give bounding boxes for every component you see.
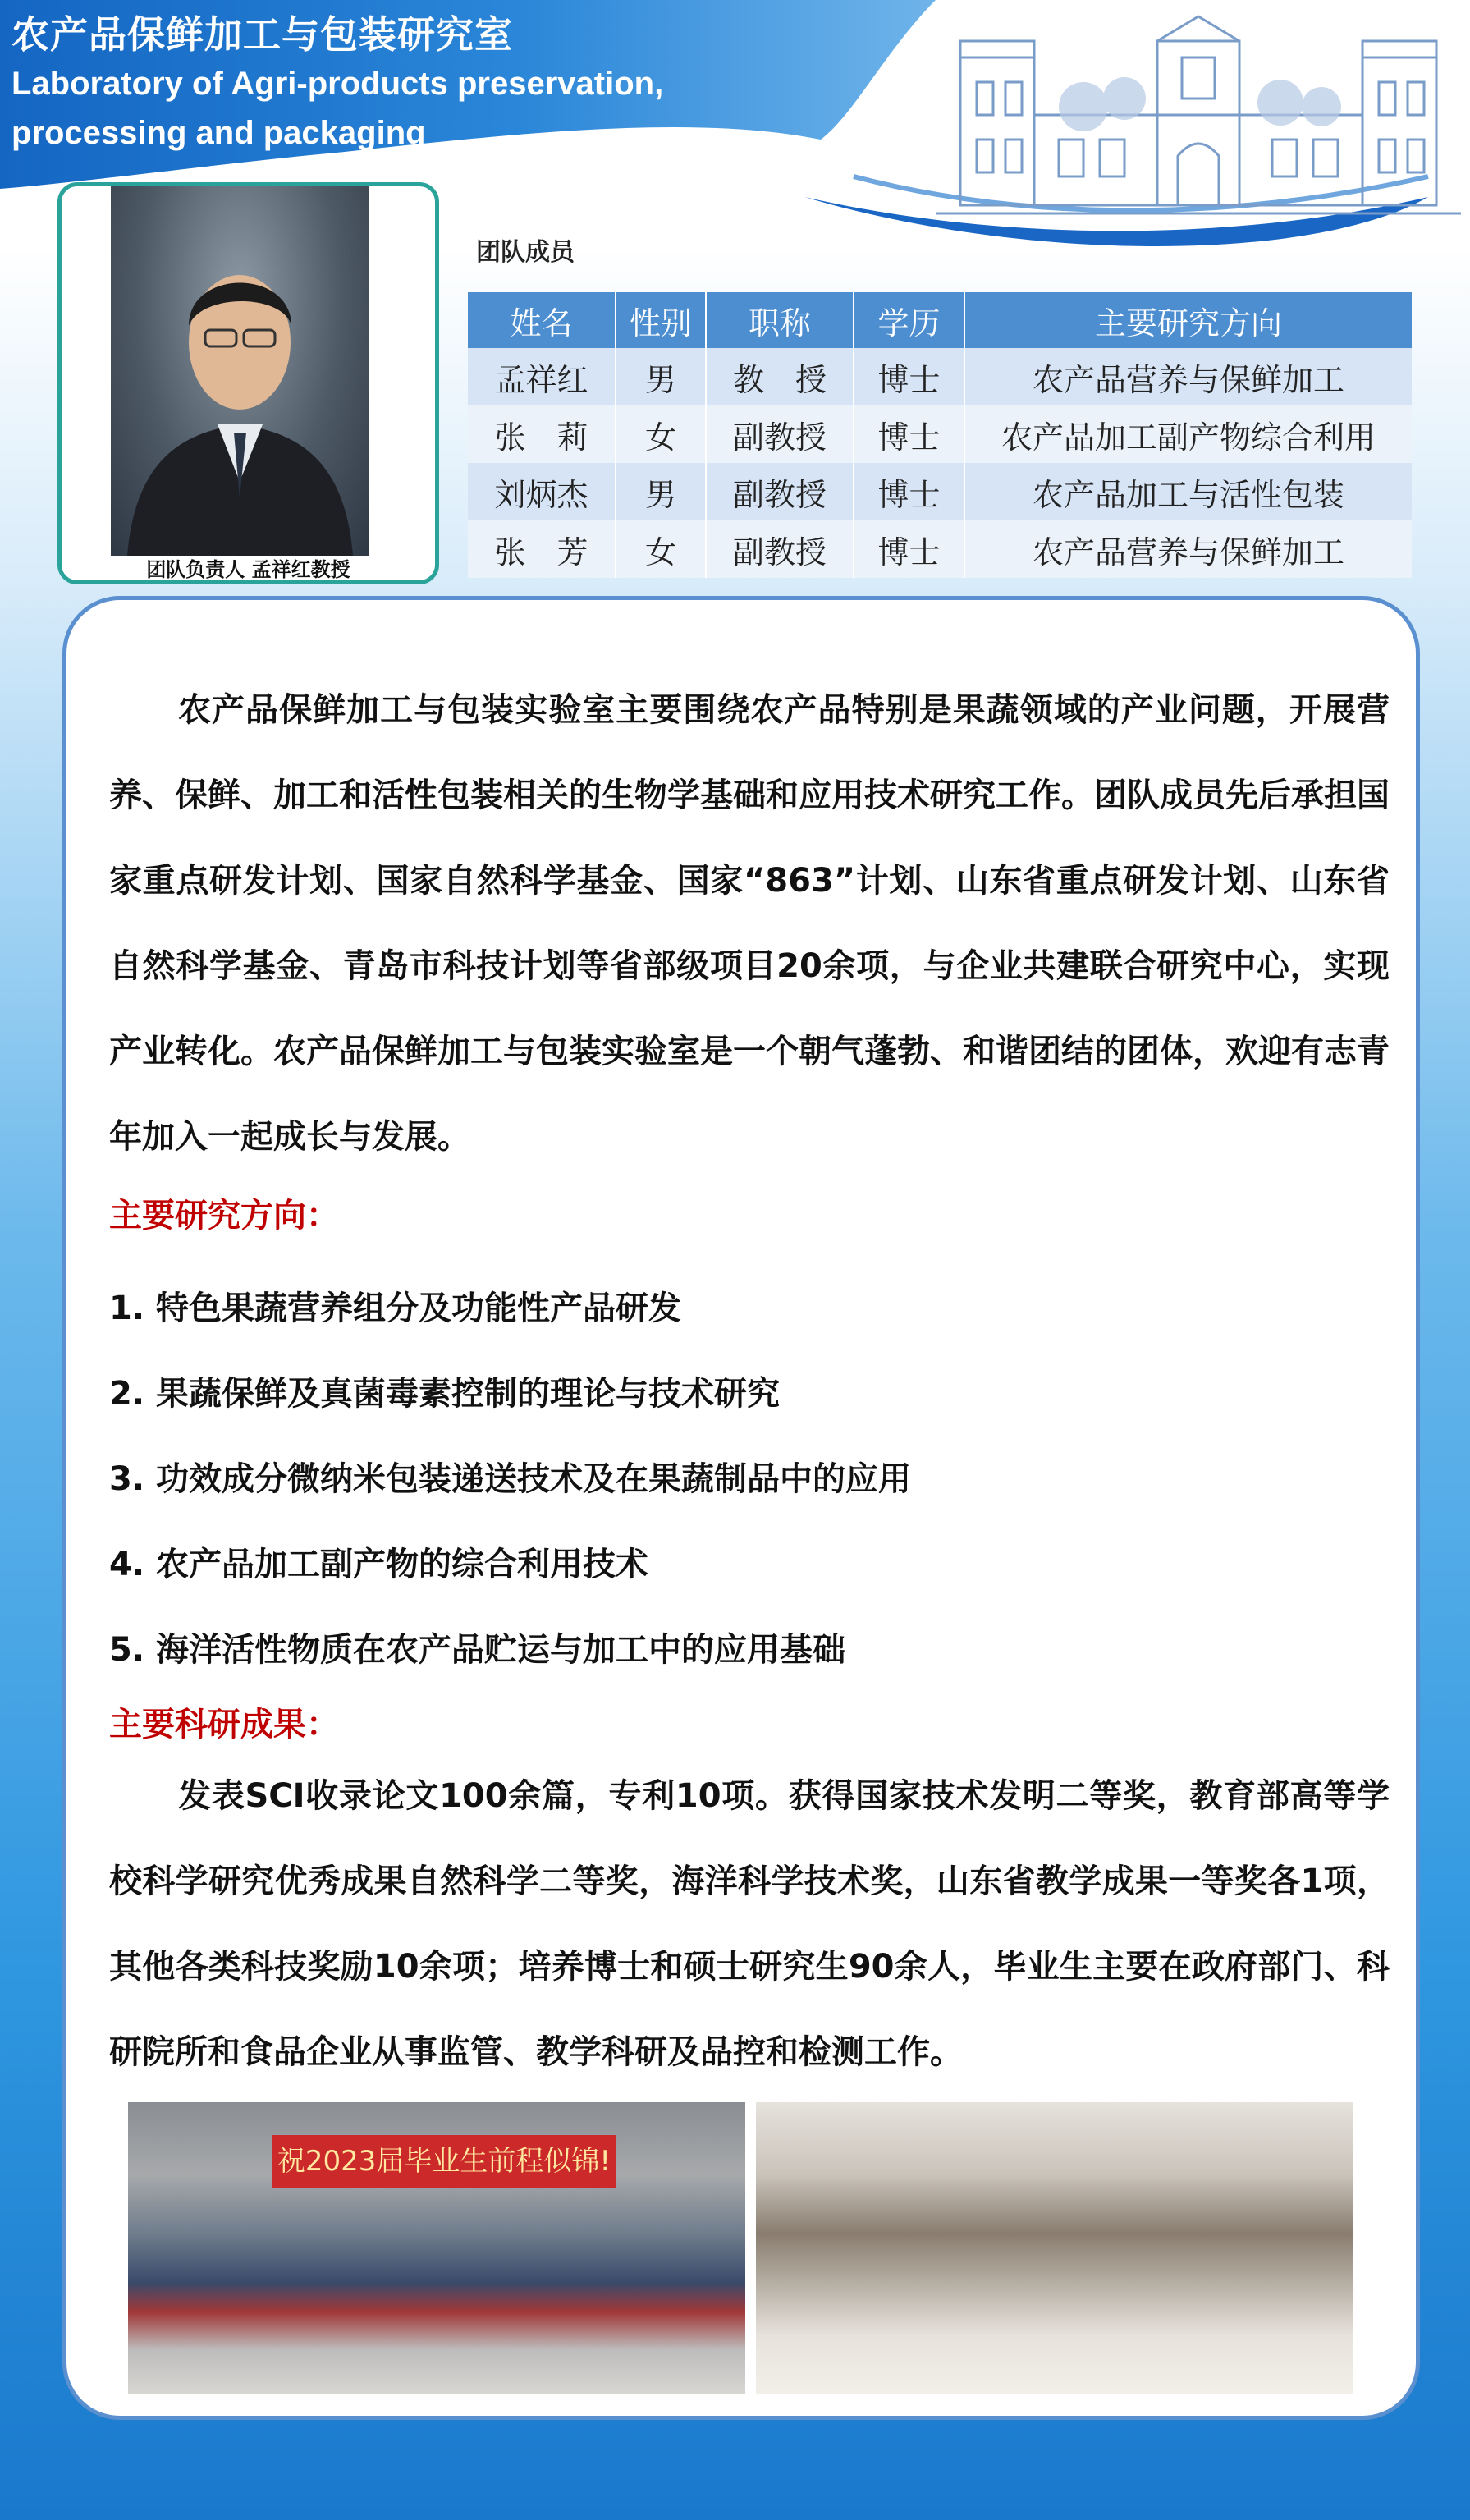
column-header-research-direction: 主要研究方向 — [964, 292, 1412, 348]
table-cell: 刘炳杰 — [468, 463, 616, 520]
table-header-row — [468, 292, 1412, 348]
table-row — [468, 405, 1412, 463]
team-members-label: 团队成员 — [476, 238, 575, 267]
graduation-group-photo — [128, 2102, 745, 2394]
table-cell: 教 授 — [706, 348, 854, 405]
table-cell: 副教授 — [706, 463, 854, 520]
column-header-name: 姓名 — [468, 292, 616, 348]
table-cell: 孟祥红 — [468, 348, 616, 405]
table-row — [468, 463, 1412, 520]
list-item: 2. 果蔬保鲜及真菌毒素控制的理论与技术研究 — [109, 1375, 780, 1413]
team-gathering-photo — [756, 2102, 1353, 2394]
table-cell: 男 — [616, 463, 706, 520]
table-cell: 张 莉 — [468, 405, 616, 463]
achievements-paragraph: 发表SCI收录论文100余篇，专利10项。获得国家技术发明二等奖，教育部高等学校科学研究优秀成果自然科学二等奖，海洋科学技术奖，山东省教学成果一等奖各1项，其他各类科技奖励10余项；培养博士和硕士研究生90余人，毕业生主要在政府部门、科研院所和食品企业从事监管、教学科研及品控和检测工作。 — [109, 1777, 1390, 2071]
list-item: 1. 特色果蔬营养组分及功能性产品研发 — [109, 1290, 681, 1327]
table-cell: 副教授 — [706, 520, 854, 578]
table-cell: 农产品加工与活性包装 — [964, 463, 1412, 520]
table-cell: 女 — [616, 405, 706, 463]
research-achievements-title: 主要科研成果： — [109, 1706, 339, 1743]
table-cell: 女 — [616, 520, 706, 578]
team-leader-card — [57, 182, 439, 584]
table-row — [468, 520, 1412, 578]
page-title-cn: 农产品保鲜加工与包装研究室 — [11, 12, 513, 57]
column-header-gender: 性别 — [616, 292, 706, 348]
university-building-illustration — [936, 8, 1461, 222]
list-item: 3. 功效成分微纳米包装递送技术及在果蔬制品中的应用 — [109, 1460, 911, 1498]
lab-introduction-panel — [62, 596, 1420, 2420]
research-directions-title: 主要研究方向： — [109, 1197, 339, 1235]
research-directions-list — [109, 1266, 1390, 1693]
team-members-table — [468, 292, 1412, 578]
table-cell: 农产品加工副产物综合利用 — [964, 405, 1412, 463]
team-leader-caption: 团队负责人 孟祥红教授 — [146, 558, 350, 581]
table-row — [468, 348, 1412, 405]
table-cell: 博士 — [854, 463, 964, 520]
table-cell: 副教授 — [706, 405, 854, 463]
table-cell: 农产品营养与保鲜加工 — [964, 520, 1412, 578]
column-header-title: 职称 — [706, 292, 854, 348]
table-cell: 博士 — [854, 405, 964, 463]
table-cell: 博士 — [854, 520, 964, 578]
column-header-degree: 学历 — [854, 292, 964, 348]
intro-paragraph: 农产品保鲜加工与包装实验室主要围绕农产品特别是果蔬领域的产业问题，开展营养、保鲜、加工和活性包装相关的生物学基础和应用技术研究工作。团队成员先后承担国家重点研发计划、国家自然科学基金、国家“863”计划、山东省重点研发计划、山东省自然科学基金、青岛市科技计划等省部级项目20余项，与企业共建联合研究中心，实现产业转化。农产品保鲜加工与包装实验室是一个朝气蓬勃、和谐团结的团体，欢迎有志青年加入一起成长与发展。 — [109, 691, 1390, 1156]
graduation-banner: 祝2023届毕业生前程似锦! — [272, 2135, 616, 2188]
table-cell: 张 芳 — [468, 520, 616, 578]
table-cell: 男 — [616, 348, 706, 405]
table-cell: 农产品营养与保鲜加工 — [964, 348, 1412, 405]
list-item: 5. 海洋活性物质在农产品贮运与加工中的应用基础 — [109, 1631, 845, 1669]
list-item: 4. 农产品加工副产物的综合利用技术 — [109, 1546, 648, 1583]
table-cell: 博士 — [854, 348, 964, 405]
page-title-en: Laboratory of Agri-products preservation, processing and packaging — [11, 66, 664, 151]
team-leader-portrait — [111, 186, 369, 556]
